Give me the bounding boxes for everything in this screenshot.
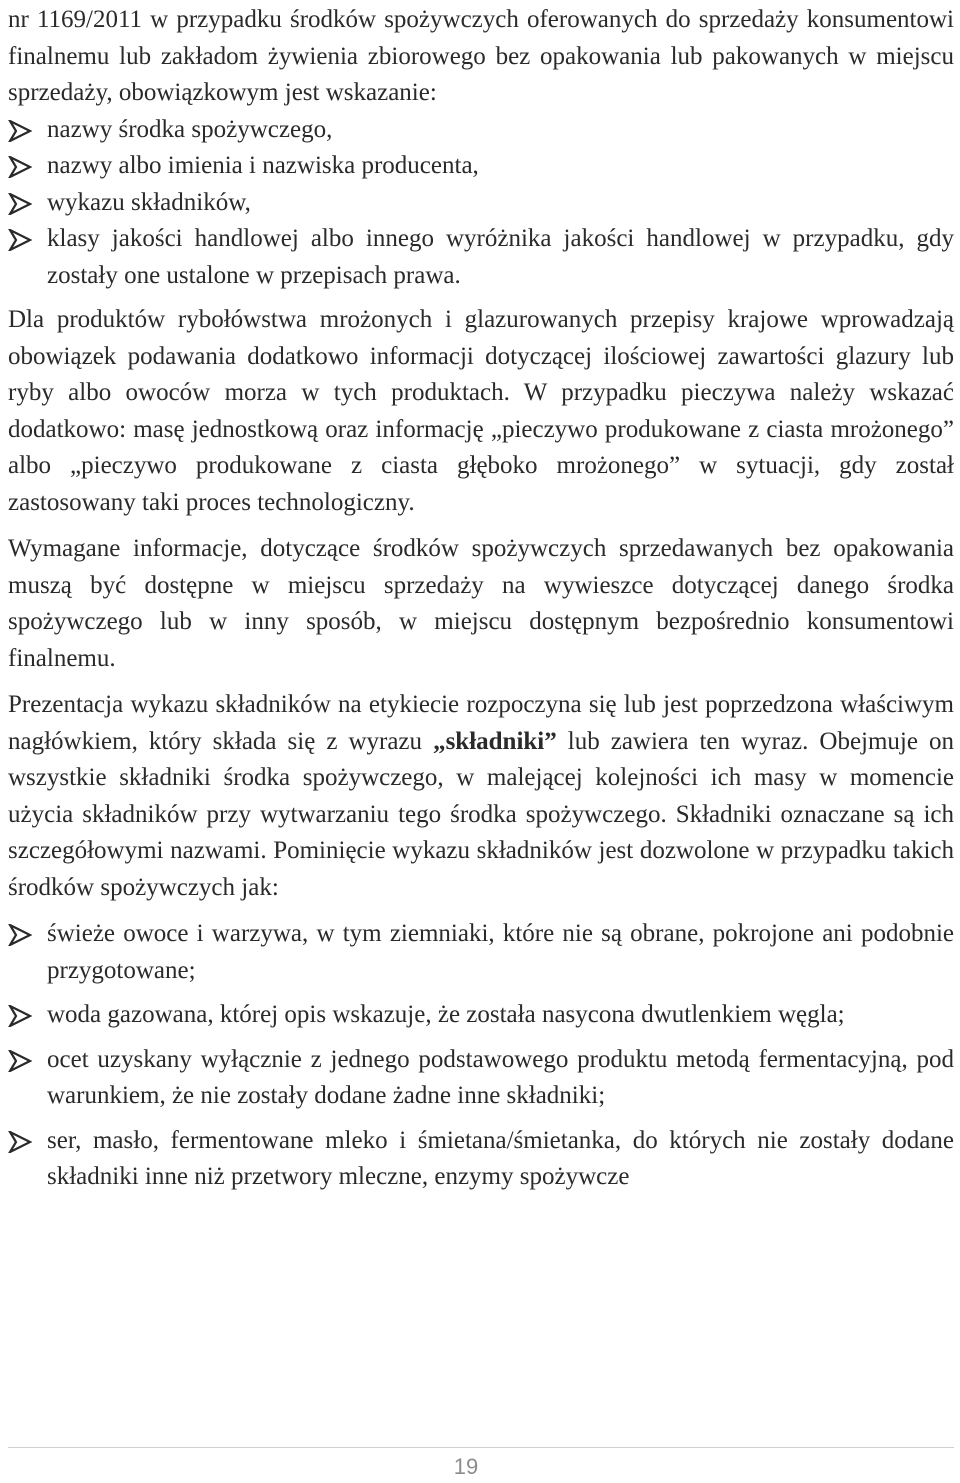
arrowhead-bullet-icon <box>8 1005 32 1027</box>
paragraph-4-before: Prezentacja wykazu składników na etykiecie rozpoczyna się lub jest poprzedzona właściwym nagłówkiem, który składa się z wyrazu <box>8 691 954 755</box>
list-item-text: ser, masło, fermentowane mleko i śmietana/śmietanka, do których nie zostały dodane składniki inne niż przetwory mleczne, enzymy spożywcze <box>47 1126 954 1190</box>
list-item <box>8 112 954 149</box>
arrowhead-bullet-icon <box>8 156 32 178</box>
paragraph-4-after: lub zawiera ten wyraz. Obejmuje on wszystkie składniki środka spożywczego, w malejącej kolejności ich masy w momencie użycia składników przy wytwarzaniu tego środka spożywczego. Składniki oznaczane są ich szczegółowymi nazwami. Pominięcie wykazu składników jest dozwolone w przypadku takich środków spożywczych jak: <box>8 727 954 901</box>
list-item-text: świeże owoce i warzywa, w tym ziemniaki, które nie są obrane, pokrojone ani podobnie przygotowane; <box>47 920 954 984</box>
arrowhead-bullet-icon <box>8 924 32 946</box>
list-item <box>8 185 954 222</box>
list-item-text: nazwy albo imienia i nazwiska producenta, <box>47 152 479 179</box>
list-item <box>8 148 954 185</box>
required-information-list <box>8 112 954 295</box>
list-item <box>8 221 954 294</box>
list-item-text: woda gazowana, której opis wskazuje, że została nasycona dwutlenkiem węgla; <box>47 1001 845 1028</box>
arrowhead-bullet-icon <box>8 1050 32 1072</box>
arrowhead-bullet-icon <box>8 193 32 215</box>
paragraph-2: Dla produktów rybołówstwa mrożonych i glazurowanych przepisy krajowe wprowadzają obowiązek podawania dodatkowo informacji dotyczącej ilościowej zawartości glazury lub ryby albo owoców morza w tych produktach. W przypadku pieczywa należy wskazać dodatkowo: masę jednostkową oraz informację „pieczywo produkowane z ciasta mrożonego” albo „pieczywo produkowane z ciasta głęboko mrożonego” w sytuacji, gdy został zastosowany taki proces technologiczny. <box>8 306 954 516</box>
list-item <box>8 997 954 1034</box>
list-item <box>8 1042 954 1115</box>
paragraph-1: nr 1169/2011 w przypadku środków spożywczych oferowanych do sprzedaży konsumentowi finalnemu lub zakładom żywienia zbiorowego bez opakowania lub pakowanych w miejscu sprzedaży, obowiązkowym jest wskazanie: <box>8 6 954 106</box>
arrowhead-bullet-icon <box>8 120 32 142</box>
list-item-text: klasy jakości handlowej albo innego wyróżnika jakości handlowej w przypadku, gdy zostały one ustalone w przepisach prawa. <box>47 225 954 289</box>
list-item-text: nazwy środka spożywczego, <box>47 115 333 143</box>
exempt-foods-list <box>8 916 954 1196</box>
list-item-text: wykazu składników, <box>47 188 251 216</box>
arrowhead-bullet-icon <box>8 1131 32 1153</box>
arrowhead-bullet-icon <box>8 229 32 251</box>
list-item <box>8 1123 954 1196</box>
page-number: 19 <box>453 1454 479 1479</box>
paragraph-3: Wymagane informacje, dotyczące środków spożywczych sprzedawanych bez opakowania muszą być dostępne w miejscu sprzedaży na wywieszce dotyczącej danego środka spożywczego lub w inny sposób, w miejscu dostępnym bezpośrednio konsumentowi finalnemu. <box>8 535 954 672</box>
paragraph-4 <box>8 687 954 906</box>
footer-divider <box>8 1447 954 1448</box>
page-content <box>8 2 954 1196</box>
list-item <box>8 916 954 989</box>
ingredients-heading-term: „składniki” <box>433 727 557 755</box>
list-item-text: ocet uzyskany wyłącznie z jednego podstawowego produktu metodą fermentacyjną, pod warunkiem, że nie zostały dodane żadne inne składniki; <box>47 1045 954 1109</box>
